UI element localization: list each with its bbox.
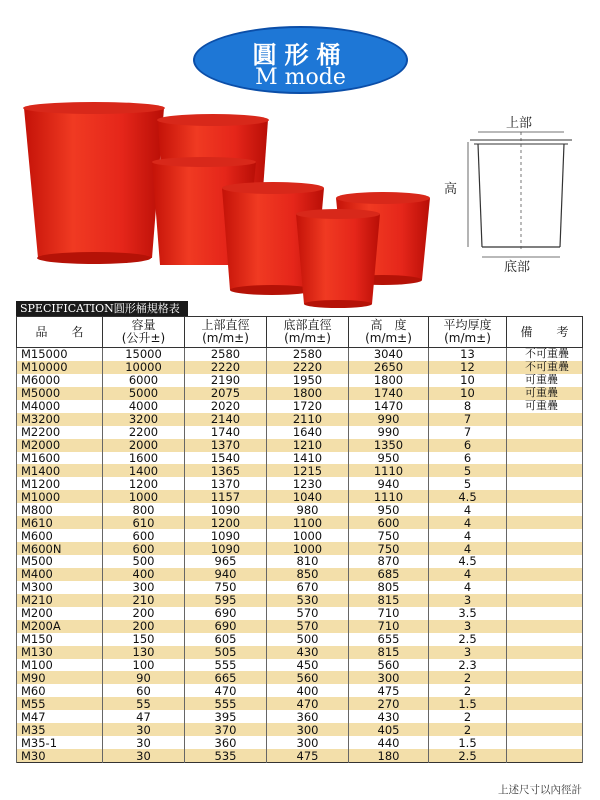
cell-bottom-diameter: 560	[267, 671, 349, 684]
cell-capacity: 200	[103, 607, 185, 620]
cell-remarks	[507, 620, 583, 633]
cell-top-diameter: 470	[185, 684, 267, 697]
cell-top-diameter: 2140	[185, 413, 267, 426]
cell-height: 655	[349, 633, 429, 646]
table-row	[17, 413, 583, 426]
cell-thickness: 4	[429, 581, 507, 594]
cell-model-name: M6000	[17, 374, 103, 387]
table-row	[17, 671, 583, 684]
cell-height: 430	[349, 710, 429, 723]
cell-height: 560	[349, 659, 429, 672]
cell-thickness: 7	[429, 426, 507, 439]
cell-capacity: 15000	[103, 348, 185, 361]
cell-thickness: 2.3	[429, 659, 507, 672]
cell-remarks	[507, 555, 583, 568]
table-row	[17, 490, 583, 503]
cell-bottom-diameter: 980	[267, 503, 349, 516]
table-row	[17, 723, 583, 736]
cell-thickness: 5	[429, 477, 507, 490]
cell-bottom-diameter: 1100	[267, 516, 349, 529]
cell-thickness: 4	[429, 542, 507, 555]
table-row	[17, 555, 583, 568]
cell-capacity: 610	[103, 516, 185, 529]
cell-capacity: 100	[103, 659, 185, 672]
cell-bottom-diameter: 530	[267, 594, 349, 607]
cell-bottom-diameter: 810	[267, 555, 349, 568]
cell-remarks: 不可重疊	[507, 361, 583, 374]
cell-bottom-diameter: 570	[267, 620, 349, 633]
cell-remarks: 不可重疊	[507, 348, 583, 361]
cell-top-diameter: 965	[185, 555, 267, 568]
tub-outline-drawing	[438, 112, 588, 277]
cell-model-name: M35-1	[17, 736, 103, 749]
cell-bottom-diameter: 1640	[267, 426, 349, 439]
cell-thickness: 10	[429, 387, 507, 400]
cell-thickness: 3	[429, 646, 507, 659]
cell-thickness: 3	[429, 594, 507, 607]
col-header-thickness: 平均厚度 (m/m±)	[429, 317, 507, 348]
cell-top-diameter: 395	[185, 710, 267, 723]
cell-bottom-diameter: 1950	[267, 374, 349, 387]
cell-capacity: 2200	[103, 426, 185, 439]
cell-remarks	[507, 568, 583, 581]
cell-thickness: 4.5	[429, 490, 507, 503]
table-row	[17, 568, 583, 581]
cell-thickness: 2	[429, 710, 507, 723]
cell-bottom-diameter: 850	[267, 568, 349, 581]
cell-thickness: 3	[429, 620, 507, 633]
cell-thickness: 6	[429, 452, 507, 465]
table-row	[17, 464, 583, 477]
cell-remarks	[507, 594, 583, 607]
table-row	[17, 426, 583, 439]
table-row	[17, 659, 583, 672]
cell-height: 1740	[349, 387, 429, 400]
cell-remarks	[507, 646, 583, 659]
cell-remarks	[507, 426, 583, 439]
cell-capacity: 55	[103, 697, 185, 710]
cell-top-diameter: 1200	[185, 516, 267, 529]
cell-top-diameter: 555	[185, 659, 267, 672]
cell-capacity: 1000	[103, 490, 185, 503]
cell-remarks	[507, 439, 583, 452]
cell-thickness: 4	[429, 503, 507, 516]
col-header-bottom-diameter: 底部直徑 (m/m±)	[267, 317, 349, 348]
cell-capacity: 1200	[103, 477, 185, 490]
cell-remarks	[507, 477, 583, 490]
cell-remarks	[507, 671, 583, 684]
cell-thickness: 2	[429, 671, 507, 684]
cell-height: 600	[349, 516, 429, 529]
cell-top-diameter: 1157	[185, 490, 267, 503]
cell-model-name: M15000	[17, 348, 103, 361]
cell-capacity: 1400	[103, 464, 185, 477]
cell-model-name: M30	[17, 749, 103, 762]
cell-thickness: 5	[429, 464, 507, 477]
cell-model-name: M90	[17, 671, 103, 684]
cell-model-name: M1200	[17, 477, 103, 490]
cell-top-diameter: 2190	[185, 374, 267, 387]
cell-height: 405	[349, 723, 429, 736]
cell-bottom-diameter: 1410	[267, 452, 349, 465]
cell-bottom-diameter: 475	[267, 749, 349, 762]
cell-thickness: 2.5	[429, 633, 507, 646]
cell-capacity: 300	[103, 581, 185, 594]
table-row	[17, 400, 583, 413]
cell-thickness: 1.5	[429, 697, 507, 710]
cell-thickness: 8	[429, 400, 507, 413]
cell-capacity: 210	[103, 594, 185, 607]
cell-capacity: 3200	[103, 413, 185, 426]
cell-capacity: 90	[103, 671, 185, 684]
cell-remarks	[507, 529, 583, 542]
dimension-diagram	[438, 112, 588, 277]
cell-height: 710	[349, 620, 429, 633]
cell-height: 1800	[349, 374, 429, 387]
diagram-height-label: 高	[444, 182, 458, 197]
cell-thickness: 6	[429, 439, 507, 452]
cell-bottom-diameter: 1040	[267, 490, 349, 503]
cell-remarks	[507, 581, 583, 594]
cell-capacity: 30	[103, 723, 185, 736]
table-row	[17, 736, 583, 749]
cell-thickness: 10	[429, 374, 507, 387]
cell-height: 950	[349, 503, 429, 516]
cell-model-name: M300	[17, 581, 103, 594]
cell-model-name: M500	[17, 555, 103, 568]
cell-top-diameter: 2075	[185, 387, 267, 400]
cell-capacity: 600	[103, 542, 185, 555]
table-row	[17, 581, 583, 594]
cell-bottom-diameter: 1720	[267, 400, 349, 413]
cell-bottom-diameter: 1800	[267, 387, 349, 400]
cell-remarks: 可重疊	[507, 374, 583, 387]
table-row	[17, 633, 583, 646]
table-row	[17, 594, 583, 607]
cell-remarks	[507, 464, 583, 477]
cell-model-name: M55	[17, 697, 103, 710]
cell-height: 475	[349, 684, 429, 697]
cell-bottom-diameter: 570	[267, 607, 349, 620]
col-header-height: 高 度 (m/m±)	[349, 317, 429, 348]
cell-model-name: M150	[17, 633, 103, 646]
cell-top-diameter: 2020	[185, 400, 267, 413]
cell-model-name: M100	[17, 659, 103, 672]
cell-capacity: 500	[103, 555, 185, 568]
cell-height: 870	[349, 555, 429, 568]
cell-model-name: M3200	[17, 413, 103, 426]
cell-model-name: M1000	[17, 490, 103, 503]
cell-capacity: 150	[103, 633, 185, 646]
table-row	[17, 452, 583, 465]
cell-height: 950	[349, 452, 429, 465]
cell-model-name: M200	[17, 607, 103, 620]
cell-capacity: 130	[103, 646, 185, 659]
cell-bottom-diameter: 300	[267, 723, 349, 736]
cell-height: 750	[349, 529, 429, 542]
cell-remarks	[507, 516, 583, 529]
table-row	[17, 348, 583, 361]
cell-capacity: 10000	[103, 361, 185, 374]
table-row	[17, 697, 583, 710]
cell-capacity: 5000	[103, 387, 185, 400]
cell-capacity: 200	[103, 620, 185, 633]
table-row	[17, 439, 583, 452]
cell-thickness: 13	[429, 348, 507, 361]
cell-height: 685	[349, 568, 429, 581]
cell-height: 815	[349, 646, 429, 659]
cell-model-name: M35	[17, 723, 103, 736]
cell-model-name: M5000	[17, 387, 103, 400]
cell-capacity: 60	[103, 684, 185, 697]
cell-remarks	[507, 697, 583, 710]
cell-remarks: 可重疊	[507, 387, 583, 400]
cell-thickness: 4.5	[429, 555, 507, 568]
cell-top-diameter: 360	[185, 736, 267, 749]
spec-table-body	[17, 348, 583, 763]
cell-top-diameter: 595	[185, 594, 267, 607]
table-row	[17, 646, 583, 659]
table-row	[17, 387, 583, 400]
cell-top-diameter: 665	[185, 671, 267, 684]
cell-model-name: M60	[17, 684, 103, 697]
table-row	[17, 529, 583, 542]
cell-bottom-diameter: 1215	[267, 464, 349, 477]
cell-model-name: M400	[17, 568, 103, 581]
cell-capacity: 47	[103, 710, 185, 723]
cell-height: 750	[349, 542, 429, 555]
table-row	[17, 684, 583, 697]
table-row	[17, 477, 583, 490]
cell-remarks	[507, 542, 583, 555]
cell-model-name: M1600	[17, 452, 103, 465]
cell-model-name: M210	[17, 594, 103, 607]
cell-remarks	[507, 503, 583, 516]
table-row	[17, 607, 583, 620]
cell-top-diameter: 1740	[185, 426, 267, 439]
cell-model-name: M610	[17, 516, 103, 529]
table-row	[17, 361, 583, 374]
cell-model-name: M10000	[17, 361, 103, 374]
cell-capacity: 2000	[103, 439, 185, 452]
cell-thickness: 7	[429, 413, 507, 426]
cell-remarks	[507, 607, 583, 620]
cell-thickness: 4	[429, 568, 507, 581]
cell-height: 3040	[349, 348, 429, 361]
cell-model-name: M1400	[17, 464, 103, 477]
cell-top-diameter: 690	[185, 620, 267, 633]
cell-capacity: 600	[103, 529, 185, 542]
cell-top-diameter: 2580	[185, 348, 267, 361]
cell-remarks	[507, 749, 583, 762]
cell-bottom-diameter: 2110	[267, 413, 349, 426]
cell-bottom-diameter: 360	[267, 710, 349, 723]
cell-bottom-diameter: 470	[267, 697, 349, 710]
cell-capacity: 1600	[103, 452, 185, 465]
cell-top-diameter: 370	[185, 723, 267, 736]
cell-model-name: M800	[17, 503, 103, 516]
tub-large	[23, 102, 165, 264]
cell-bottom-diameter: 400	[267, 684, 349, 697]
cell-height: 990	[349, 413, 429, 426]
cell-height: 710	[349, 607, 429, 620]
cell-remarks	[507, 723, 583, 736]
cell-height: 805	[349, 581, 429, 594]
cell-thickness: 2.5	[429, 749, 507, 762]
cell-model-name: M2000	[17, 439, 103, 452]
cell-thickness: 2	[429, 684, 507, 697]
cell-height: 940	[349, 477, 429, 490]
diagram-top-label: 上部	[506, 116, 533, 131]
cell-top-diameter: 1365	[185, 464, 267, 477]
cell-top-diameter: 1090	[185, 542, 267, 555]
cell-top-diameter: 690	[185, 607, 267, 620]
cell-bottom-diameter: 2220	[267, 361, 349, 374]
cell-remarks: 可重疊	[507, 400, 583, 413]
table-row	[17, 516, 583, 529]
cell-top-diameter: 605	[185, 633, 267, 646]
cell-bottom-diameter: 300	[267, 736, 349, 749]
cell-height: 1350	[349, 439, 429, 452]
cell-top-diameter: 535	[185, 749, 267, 762]
title-english: M mode	[255, 65, 346, 90]
tub-small-3	[296, 209, 380, 308]
cell-model-name: M200A	[17, 620, 103, 633]
cell-top-diameter: 555	[185, 697, 267, 710]
product-photo-tubs	[18, 100, 438, 310]
table-row	[17, 374, 583, 387]
cell-model-name: M600N	[17, 542, 103, 555]
cell-bottom-diameter: 1210	[267, 439, 349, 452]
cell-model-name: M600	[17, 529, 103, 542]
spec-table-tab: SPECIFICATION圓形桶規格表	[16, 301, 188, 316]
cell-bottom-diameter: 1230	[267, 477, 349, 490]
cell-remarks	[507, 490, 583, 503]
cell-bottom-diameter: 450	[267, 659, 349, 672]
cell-height: 300	[349, 671, 429, 684]
cell-remarks	[507, 452, 583, 465]
cell-top-diameter: 750	[185, 581, 267, 594]
cell-top-diameter: 1090	[185, 503, 267, 516]
cell-bottom-diameter: 430	[267, 646, 349, 659]
table-row	[17, 710, 583, 723]
cell-thickness: 3.5	[429, 607, 507, 620]
cell-height: 440	[349, 736, 429, 749]
cell-top-diameter: 1090	[185, 529, 267, 542]
cell-thickness: 4	[429, 516, 507, 529]
cell-thickness: 2	[429, 723, 507, 736]
cell-bottom-diameter: 1000	[267, 542, 349, 555]
cell-bottom-diameter: 500	[267, 633, 349, 646]
cell-thickness: 1.5	[429, 736, 507, 749]
spec-table	[16, 316, 583, 763]
cell-capacity: 800	[103, 503, 185, 516]
cell-top-diameter: 2220	[185, 361, 267, 374]
table-row	[17, 749, 583, 762]
cell-capacity: 6000	[103, 374, 185, 387]
cell-model-name: M47	[17, 710, 103, 723]
cell-height: 990	[349, 426, 429, 439]
cell-remarks	[507, 684, 583, 697]
col-header-top-diameter: 上部直徑 (m/m±)	[185, 317, 267, 348]
cell-top-diameter: 1370	[185, 439, 267, 452]
cell-bottom-diameter: 1000	[267, 529, 349, 542]
title-badge	[193, 26, 408, 94]
cell-height: 815	[349, 594, 429, 607]
cell-remarks	[507, 413, 583, 426]
cell-top-diameter: 1540	[185, 452, 267, 465]
table-row	[17, 503, 583, 516]
cell-remarks	[507, 710, 583, 723]
cell-bottom-diameter: 670	[267, 581, 349, 594]
cell-height: 1110	[349, 490, 429, 503]
diagram-bottom-label: 底部	[504, 260, 531, 275]
cell-height: 1470	[349, 400, 429, 413]
cell-height: 1110	[349, 464, 429, 477]
cell-capacity: 30	[103, 736, 185, 749]
cell-top-diameter: 940	[185, 568, 267, 581]
cell-capacity: 400	[103, 568, 185, 581]
col-header-capacity: 容量 (公升±)	[103, 317, 185, 348]
cell-capacity: 4000	[103, 400, 185, 413]
cell-height: 2650	[349, 361, 429, 374]
table-row	[17, 542, 583, 555]
cell-top-diameter: 505	[185, 646, 267, 659]
cell-remarks	[507, 659, 583, 672]
cell-height: 180	[349, 749, 429, 762]
col-header-name: 品 名	[17, 317, 103, 348]
cell-bottom-diameter: 2580	[267, 348, 349, 361]
cell-top-diameter: 1370	[185, 477, 267, 490]
footnote: 上述尺寸以內徑計	[498, 784, 582, 796]
cell-thickness: 4	[429, 529, 507, 542]
title-chinese: 圓形桶	[252, 41, 349, 69]
spec-table-header	[17, 317, 583, 348]
cell-remarks	[507, 736, 583, 749]
cell-model-name: M130	[17, 646, 103, 659]
cell-height: 270	[349, 697, 429, 710]
cell-capacity: 30	[103, 749, 185, 762]
cell-model-name: M4000	[17, 400, 103, 413]
col-header-remarks: 備 考	[507, 317, 583, 348]
cell-remarks	[507, 633, 583, 646]
table-row	[17, 620, 583, 633]
cell-thickness: 12	[429, 361, 507, 374]
cell-model-name: M2200	[17, 426, 103, 439]
